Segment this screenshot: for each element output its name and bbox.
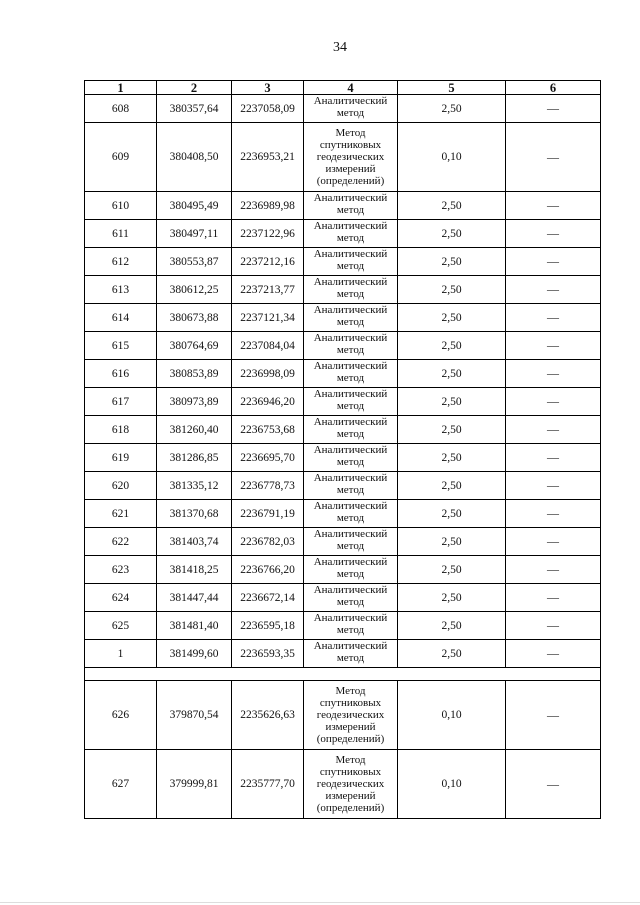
point-number-cell: 618 [85, 416, 157, 444]
note-cell: — [506, 220, 601, 248]
x-coordinate-cell: 381260,40 [157, 416, 232, 444]
table-row [85, 640, 601, 668]
table-row [85, 388, 601, 416]
note-cell: — [506, 681, 601, 750]
x-coordinate-cell: 381447,44 [157, 584, 232, 612]
x-coordinate-cell: 381499,60 [157, 640, 232, 668]
method-cell: Аналитический метод [304, 416, 398, 444]
point-number-cell: 615 [85, 332, 157, 360]
note-cell: — [506, 556, 601, 584]
column-header: 1 [85, 81, 157, 95]
accuracy-cell: 2,50 [398, 444, 506, 472]
method-cell: Аналитический метод [304, 472, 398, 500]
y-coordinate-cell: 2235626,63 [232, 681, 304, 750]
accuracy-cell: 0,10 [398, 681, 506, 750]
point-number-cell: 625 [85, 612, 157, 640]
method-cell: Аналитический метод [304, 360, 398, 388]
note-cell: — [506, 123, 601, 192]
method-cell: Аналитический метод [304, 500, 398, 528]
x-coordinate-cell: 381335,12 [157, 472, 232, 500]
column-header: 3 [232, 81, 304, 95]
page-bottom-edge [0, 902, 640, 903]
point-number-cell: 616 [85, 360, 157, 388]
method-cell: Аналитический метод [304, 584, 398, 612]
point-number-cell: 622 [85, 528, 157, 556]
accuracy-cell: 0,10 [398, 123, 506, 192]
method-cell: Аналитический метод [304, 95, 398, 123]
note-cell: — [506, 360, 601, 388]
y-coordinate-cell: 2237212,16 [232, 248, 304, 276]
point-number-cell: 611 [85, 220, 157, 248]
table-row [85, 500, 601, 528]
table-row [85, 472, 601, 500]
accuracy-cell: 2,50 [398, 472, 506, 500]
point-number-cell: 612 [85, 248, 157, 276]
x-coordinate-cell: 380612,25 [157, 276, 232, 304]
accuracy-cell: 2,50 [398, 416, 506, 444]
x-coordinate-cell: 381481,40 [157, 612, 232, 640]
x-coordinate-cell: 380553,87 [157, 248, 232, 276]
y-coordinate-cell: 2236593,35 [232, 640, 304, 668]
column-header: 4 [304, 81, 398, 95]
y-coordinate-cell: 2236766,20 [232, 556, 304, 584]
table-body [85, 95, 601, 819]
method-cell: Аналитический метод [304, 388, 398, 416]
note-cell: — [506, 276, 601, 304]
point-number-cell: 617 [85, 388, 157, 416]
table-row [85, 220, 601, 248]
y-coordinate-cell: 2237121,34 [232, 304, 304, 332]
accuracy-cell: 2,50 [398, 95, 506, 123]
table-row [85, 192, 601, 220]
point-number-cell: 614 [85, 304, 157, 332]
accuracy-cell: 2,50 [398, 612, 506, 640]
coordinates-table [84, 80, 601, 819]
point-number-cell: 613 [85, 276, 157, 304]
table-row [85, 360, 601, 388]
y-coordinate-cell: 2235777,70 [232, 750, 304, 819]
note-cell: — [506, 612, 601, 640]
table-row [85, 276, 601, 304]
accuracy-cell: 2,50 [398, 584, 506, 612]
note-cell: — [506, 584, 601, 612]
method-cell: Аналитический метод [304, 248, 398, 276]
y-coordinate-cell: 2236753,68 [232, 416, 304, 444]
accuracy-cell: 2,50 [398, 220, 506, 248]
y-coordinate-cell: 2236791,19 [232, 500, 304, 528]
accuracy-cell: 2,50 [398, 556, 506, 584]
accuracy-cell: 2,50 [398, 360, 506, 388]
accuracy-cell: 2,50 [398, 388, 506, 416]
x-coordinate-cell: 380973,89 [157, 388, 232, 416]
x-coordinate-cell: 380497,11 [157, 220, 232, 248]
point-number-cell: 627 [85, 750, 157, 819]
x-coordinate-cell: 380357,64 [157, 95, 232, 123]
point-number-cell: 619 [85, 444, 157, 472]
column-header: 2 [157, 81, 232, 95]
table-row [85, 584, 601, 612]
point-number-cell: 624 [85, 584, 157, 612]
y-coordinate-cell: 2237213,77 [232, 276, 304, 304]
table-row [85, 681, 601, 750]
method-cell: Аналитический метод [304, 528, 398, 556]
point-number-cell: 610 [85, 192, 157, 220]
method-cell: Метод спутниковых геодезических измерений (определений) [304, 123, 398, 192]
accuracy-cell: 2,50 [398, 248, 506, 276]
page-number: 34 [333, 40, 347, 55]
note-cell: — [506, 444, 601, 472]
note-cell: — [506, 472, 601, 500]
method-cell: Аналитический метод [304, 444, 398, 472]
method-cell: Метод спутниковых геодезических измерений (определений) [304, 750, 398, 819]
y-coordinate-cell: 2236953,21 [232, 123, 304, 192]
note-cell: — [506, 500, 601, 528]
method-cell: Аналитический метод [304, 332, 398, 360]
note-cell: — [506, 750, 601, 819]
accuracy-cell: 2,50 [398, 332, 506, 360]
table-row [85, 248, 601, 276]
column-header: 5 [398, 81, 506, 95]
y-coordinate-cell: 2236778,73 [232, 472, 304, 500]
table-row [85, 556, 601, 584]
table-row [85, 95, 601, 123]
accuracy-cell: 2,50 [398, 192, 506, 220]
note-cell: — [506, 192, 601, 220]
method-cell: Аналитический метод [304, 304, 398, 332]
x-coordinate-cell: 380408,50 [157, 123, 232, 192]
method-cell: Аналитический метод [304, 640, 398, 668]
x-coordinate-cell: 379999,81 [157, 750, 232, 819]
column-header: 6 [506, 81, 601, 95]
y-coordinate-cell: 2237122,96 [232, 220, 304, 248]
table-row [85, 750, 601, 819]
note-cell: — [506, 304, 601, 332]
point-number-cell: 608 [85, 95, 157, 123]
table-row [85, 332, 601, 360]
note-cell: — [506, 528, 601, 556]
accuracy-cell: 2,50 [398, 640, 506, 668]
x-coordinate-cell: 379870,54 [157, 681, 232, 750]
point-number-cell: 623 [85, 556, 157, 584]
table-row [85, 612, 601, 640]
note-cell: — [506, 388, 601, 416]
table-row [85, 304, 601, 332]
separator-cell [85, 668, 601, 681]
y-coordinate-cell: 2236672,14 [232, 584, 304, 612]
table-row [85, 123, 601, 192]
accuracy-cell: 2,50 [398, 528, 506, 556]
x-coordinate-cell: 380853,89 [157, 360, 232, 388]
method-cell: Аналитический метод [304, 276, 398, 304]
point-number-cell: 1 [85, 640, 157, 668]
note-cell: — [506, 248, 601, 276]
method-cell: Метод спутниковых геодезических измерений (определений) [304, 681, 398, 750]
table-row [85, 528, 601, 556]
note-cell: — [506, 640, 601, 668]
table-row [85, 416, 601, 444]
point-number-cell: 620 [85, 472, 157, 500]
point-number-cell: 621 [85, 500, 157, 528]
accuracy-cell: 2,50 [398, 276, 506, 304]
accuracy-cell: 2,50 [398, 304, 506, 332]
note-cell: — [506, 332, 601, 360]
x-coordinate-cell: 381370,68 [157, 500, 232, 528]
x-coordinate-cell: 380495,49 [157, 192, 232, 220]
y-coordinate-cell: 2236946,20 [232, 388, 304, 416]
method-cell: Аналитический метод [304, 556, 398, 584]
method-cell: Аналитический метод [304, 220, 398, 248]
x-coordinate-cell: 381418,25 [157, 556, 232, 584]
y-coordinate-cell: 2237058,09 [232, 95, 304, 123]
method-cell: Аналитический метод [304, 612, 398, 640]
note-cell: — [506, 416, 601, 444]
table-row [85, 444, 601, 472]
table-separator-row [85, 668, 601, 681]
note-cell: — [506, 95, 601, 123]
x-coordinate-cell: 381403,74 [157, 528, 232, 556]
accuracy-cell: 2,50 [398, 500, 506, 528]
y-coordinate-cell: 2236595,18 [232, 612, 304, 640]
point-number-cell: 626 [85, 681, 157, 750]
y-coordinate-cell: 2236782,03 [232, 528, 304, 556]
table-header-row [85, 81, 601, 95]
accuracy-cell: 0,10 [398, 750, 506, 819]
y-coordinate-cell: 2236695,70 [232, 444, 304, 472]
y-coordinate-cell: 2236998,09 [232, 360, 304, 388]
point-number-cell: 609 [85, 123, 157, 192]
x-coordinate-cell: 380673,88 [157, 304, 232, 332]
x-coordinate-cell: 380764,69 [157, 332, 232, 360]
method-cell: Аналитический метод [304, 192, 398, 220]
y-coordinate-cell: 2237084,04 [232, 332, 304, 360]
y-coordinate-cell: 2236989,98 [232, 192, 304, 220]
x-coordinate-cell: 381286,85 [157, 444, 232, 472]
